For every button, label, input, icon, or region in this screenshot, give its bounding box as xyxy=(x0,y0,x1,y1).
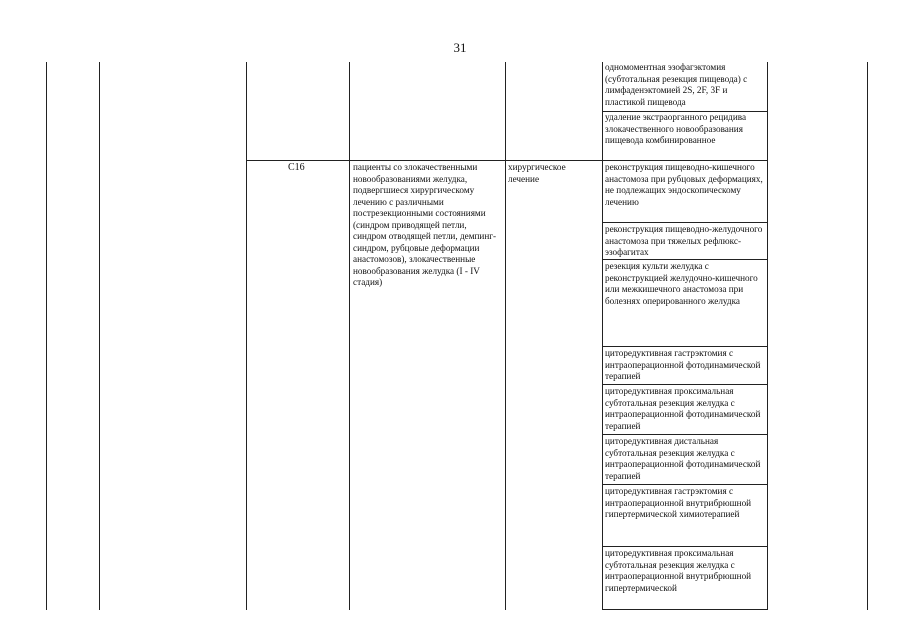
treatment-method-cell xyxy=(605,162,766,222)
treatment-method-text: циторедуктивная гастрэктомия с интраоперационной фотодинамической терапией xyxy=(605,348,763,381)
treatment-method-cell xyxy=(605,112,763,160)
treatment-method-cell xyxy=(605,261,763,345)
column-divider xyxy=(767,62,768,610)
row-divider xyxy=(602,384,767,385)
column-divider xyxy=(99,62,100,610)
treatment-method-cell xyxy=(605,62,763,110)
diagnosis-code: C16 xyxy=(288,162,305,173)
treatment-method-text: реконструкция пищеводно-желудочного анастомоза при тяжелых рефлюкс-эзофагитах xyxy=(605,224,765,257)
row-divider xyxy=(602,546,767,547)
treatment-method-cell xyxy=(605,224,763,259)
row-divider xyxy=(602,222,767,223)
row-divider xyxy=(602,259,767,260)
treatment-method-text: циторедуктивная гастрэктомия с интраоперационной внутрибрюшной гипертермической химиотерапией xyxy=(605,486,754,519)
treatment-method-text: циторедуктивная проксимальная субтотальная резекция желудка с интраоперационной внутрибрюшной гипертермической xyxy=(605,548,754,593)
treatment-method-text: циторедуктивная дистальная субтотальная резекция желудка с интраоперационной фотодинамической терапией xyxy=(605,436,763,481)
row-divider xyxy=(602,609,767,610)
column-divider xyxy=(505,62,506,610)
row-divider xyxy=(602,484,767,485)
patient-model-cell xyxy=(353,162,501,352)
treatment-method-cell xyxy=(605,348,763,384)
patient-model-text: пациенты со злокачественными новообразованиями желудка, подвергшиеся хирургическому лечению с различными пострезекционными состояниями (синдром приводящей петли, синдром отводящей петли, демпинг-синдром, рубцовые деформации анастомозов), злокачественные новообразования желудка (I - IV стадия) xyxy=(353,162,497,287)
treatment-method-text: одномоментная эзофагэктомия (субтотальная резекция пищевода) с лимфаденэктомией 2S, 2F, 3F и пластикой пищевода xyxy=(605,62,750,107)
treatment-type-text: хирургическое лечение xyxy=(508,162,568,184)
treatment-type-cell xyxy=(508,162,598,188)
table-border-right xyxy=(867,62,868,610)
column-divider xyxy=(602,62,603,610)
treatment-method-text: реконструкция пищеводно-кишечного анастомоза при рубцовых деформациях, не подлежащих эндоскопическому лечению xyxy=(605,162,766,207)
treatment-method-text: циторедуктивная проксимальная субтотальная резекция желудка с интраоперационной фотодинамической терапией xyxy=(605,386,763,431)
treatment-method-text: резекция культи желудка с реконструкцией желудочно-кишечного или межкишечного анастомоза при болезнях оперированного желудка xyxy=(605,261,761,306)
treatment-method-cell xyxy=(605,386,763,434)
column-divider xyxy=(246,62,247,610)
row-divider xyxy=(246,160,767,161)
column-divider xyxy=(349,62,350,610)
treatment-method-cell xyxy=(605,486,763,546)
table-border-left xyxy=(46,62,47,610)
treatment-method-cell xyxy=(605,436,763,484)
row-divider xyxy=(602,346,767,347)
row-divider xyxy=(602,434,767,435)
page-number: 31 xyxy=(453,40,467,55)
diagnosis-code-cell xyxy=(288,162,328,176)
treatment-method-cell xyxy=(605,548,763,609)
treatment-method-text: удаление экстраорганного рецидива злокачественного новообразования пищевода комбинированное xyxy=(605,112,749,145)
